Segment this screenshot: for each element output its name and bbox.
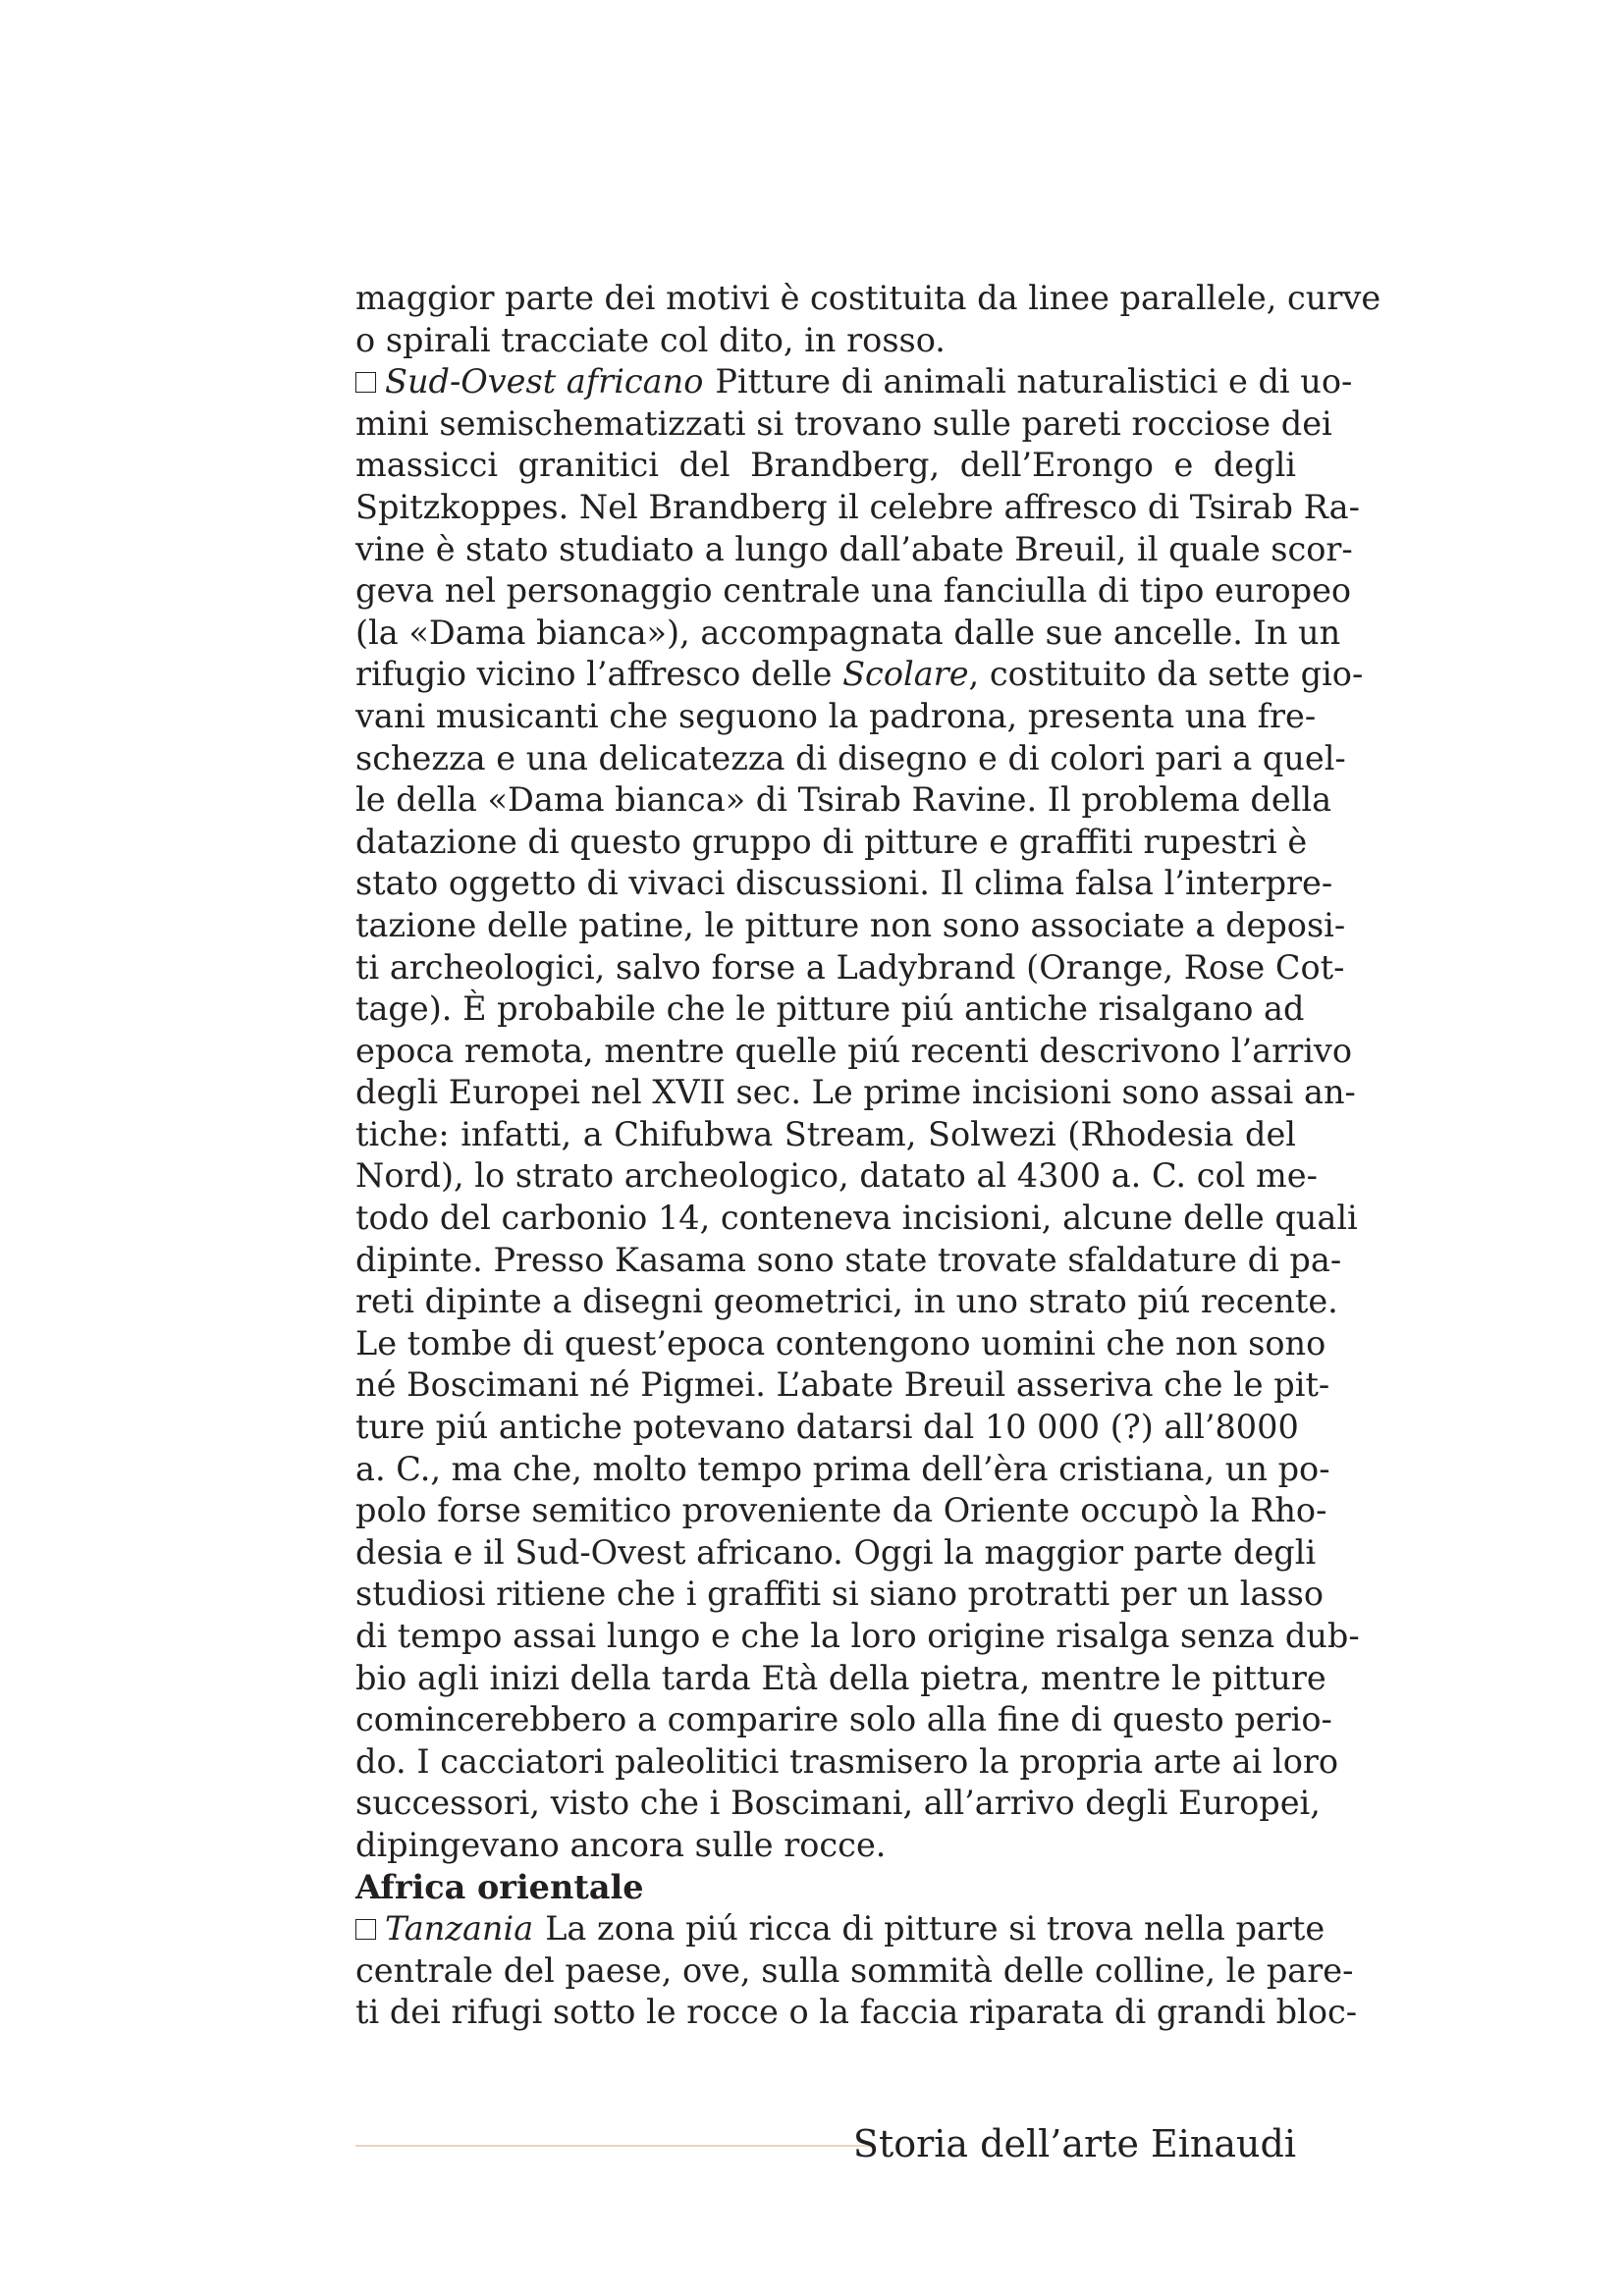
text-line: Nord), lo strato archeologico, datato al 4300 a. C. col me-	[355, 1156, 1318, 1196]
text-line: Le tombe di quest’epoca contengono uomini che non sono	[355, 1323, 1326, 1362]
text-line: tage). È probabile che le pitture piú antiche risalgano ad	[355, 989, 1305, 1029]
text-span: Pitture di animali naturalistici e di uo-	[715, 362, 1353, 401]
text-line: reti dipinte a disegni geometrici, in uno strato piú recente.	[355, 1282, 1338, 1321]
text-line: desia e il Sud-Ovest africano. Oggi la maggior parte degli	[355, 1532, 1317, 1572]
section-label: Tanzania	[385, 1909, 534, 1949]
text-line: degli Europei nel XVII sec. Le prime incisioni sono assai an-	[355, 1073, 1356, 1112]
section-tanzania	[355, 1908, 1325, 1950]
text-line: maggior parte dei motivi è costituita da linee parallele, curve	[355, 279, 1381, 317]
text-line: o spirali tracciate col dito, in rosso.	[355, 320, 946, 359]
text-line: studiosi ritiene che i graffiti si siano protratti per un lasso	[355, 1575, 1324, 1614]
footer-book-title: Storia dell’arte Einaudi	[852, 2122, 1296, 2165]
text-line-scolare	[355, 654, 1364, 696]
text-line: centrale del paese, ove, sulla sommità delle colline, le pare-	[355, 1950, 1354, 1990]
section-box-icon	[355, 1919, 376, 1940]
text-line: Spitzkoppes. Nel Brandberg il celebre affresco di Tsirab Ra-	[355, 487, 1360, 526]
text-span: La zona piú ricca di pitture si trova nella parte	[545, 1909, 1325, 1949]
text-line: vani musicanti che seguono la padrona, presenta una fre-	[355, 696, 1317, 735]
text-line: todo del carbonio 14, conteneva incisioni, alcune delle quali	[355, 1199, 1358, 1238]
text-line: vine è stato studiato a lungo dall’abate Breuil, il quale scor-	[355, 529, 1353, 568]
text-line: massicci granitici del Brandberg, dell’Erongo e degli	[355, 446, 1296, 485]
text-line: do. I cacciatori paleolitici trasmisero la propria arte ai loro	[355, 1741, 1339, 1781]
text-line: tazione delle patine, le pitture non sono associate a deposi-	[355, 905, 1346, 944]
section-heading: Africa orientale	[355, 1867, 644, 1906]
text-line: ti dei rifugi sotto le rocce o la faccia riparata di grandi bloc-	[355, 1993, 1358, 2032]
text-line: ture piú antiche potevano datarsi dal 10 000 (?) all’8000	[355, 1408, 1299, 1447]
text-line: né Boscimani né Pigmei. L’abate Breuil asseriva che le pit-	[355, 1365, 1330, 1405]
text-line: le della «Dama bianca» di Tsirab Ravine. Il problema della	[355, 780, 1332, 820]
text-line: geva nel personaggio centrale una fanciulla di tipo europeo	[355, 571, 1352, 611]
text-line: schezza e una delicatezza di disegno e di colori pari a quel-	[355, 738, 1346, 777]
text-line: di tempo assai lungo e che la loro origine risalga senza dub-	[355, 1617, 1360, 1655]
text-line: bio agli inizi della tarda Età della pietra, mentre le pitture	[355, 1658, 1326, 1697]
footer-divider	[355, 2145, 870, 2147]
text-line: (la «Dama bianca»), accompagnata dalle sue ancelle. In un	[355, 613, 1341, 652]
text-line: mini semischematizzati si trovano sulle pareti rocciose dei	[355, 403, 1332, 443]
text-line: stato oggetto di vivaci discussioni. Il clima falsa l’interpre-	[355, 864, 1333, 903]
text-line: datazione di questo gruppo di pitture e graffiti rupestri è	[355, 822, 1308, 861]
body-text	[355, 278, 1381, 2034]
text-line: a. C., ma che, molto tempo prima dell’èra cristiana, un po-	[355, 1449, 1330, 1488]
section-sud-ovest	[355, 361, 1353, 403]
text-line: ti archeologici, salvo forse a Ladybrand (Orange, Rose Cot-	[355, 947, 1345, 987]
section-box-icon	[355, 372, 376, 393]
italic-term: Scolare	[842, 655, 969, 694]
text-line: successori, visto che i Boscimani, all’arrivo degli Europei,	[355, 1784, 1321, 1823]
text-line: epoca remota, mentre quelle piú recenti descrivono l’arrivo	[355, 1031, 1353, 1070]
text-span: rifugio vicino l’affresco delle	[355, 655, 843, 694]
section-label: Sud-Ovest africano	[385, 362, 704, 401]
text-line: dipinte. Presso Kasama sono state trovate sfaldature di pa-	[355, 1240, 1342, 1279]
text-span: , costituito da sette gio-	[968, 655, 1364, 694]
text-line: tiche: infatti, a Chifubwa Stream, Solwezi (Rhodesia del	[355, 1114, 1296, 1153]
text-line: polo forse semitico proveniente da Oriente occupò la Rho-	[355, 1491, 1327, 1530]
text-line: comincerebbero a comparire solo alla fine di questo perio-	[355, 1700, 1332, 1739]
text-line: dipingevano ancora sulle rocce.	[355, 1825, 887, 1864]
